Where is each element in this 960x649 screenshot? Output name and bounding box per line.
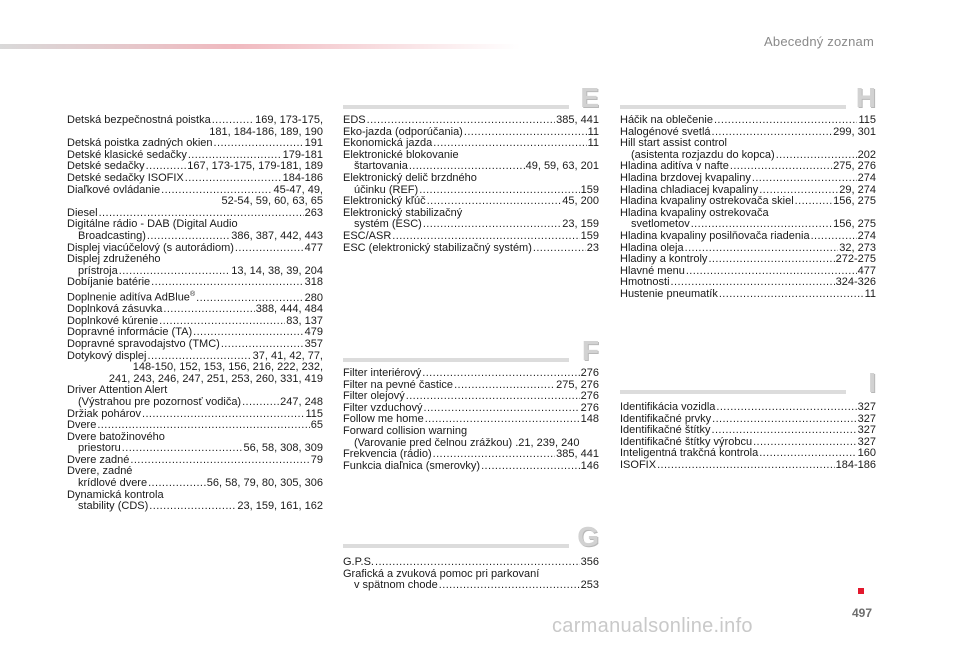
entry-pages: 83, 137 xyxy=(286,314,323,327)
entry-pages: 156, 275 xyxy=(833,218,876,231)
leader-dots xyxy=(148,478,206,490)
entry-term-text: Dobíjanie batérie xyxy=(67,276,151,289)
entry-pages: 159 xyxy=(580,183,599,196)
leader-dots xyxy=(163,304,254,316)
index-entry xyxy=(620,289,876,301)
entry-term-text: Hladina aditíva v nafte xyxy=(620,160,729,173)
entry-term-text: Hladina kvapaliny ostrekovača skiel xyxy=(620,195,794,208)
entry-term xyxy=(67,115,211,127)
entry-pages: 146 xyxy=(580,459,599,472)
heading-rule xyxy=(343,358,569,362)
entry-term-text: Hmotnosti xyxy=(620,276,670,289)
leader-dots xyxy=(439,580,580,592)
index-entry-line xyxy=(67,277,323,289)
entry-term-text: Detské klasické sedačky xyxy=(67,148,187,161)
entry-term-text: Doplnková zásuvka xyxy=(67,303,163,316)
entry-term-text: Halogénové svetlá xyxy=(620,125,711,138)
entry-term-text: Dopravné spravodajstvo (TMC) xyxy=(67,337,220,350)
section-title: Abecedný zoznam xyxy=(764,34,874,49)
index-entry xyxy=(67,432,323,455)
entry-term-text: Filter interiérový xyxy=(343,367,422,379)
entry-pages: 65 xyxy=(310,419,323,432)
index-entry xyxy=(343,208,599,231)
heading-rule xyxy=(343,105,569,109)
entry-pages: 275, 276 xyxy=(833,160,876,173)
entry-pages: 247, 248 xyxy=(280,395,323,408)
entry-term: Hill start assist control xyxy=(620,137,727,150)
entry-pages-continued: 181, 184-186, 189, 190 xyxy=(209,125,323,138)
entry-pages: 160 xyxy=(857,447,876,460)
entry-pages: 253 xyxy=(580,579,599,592)
entry-term-text: Displej viacúčelový (s autorádiom) xyxy=(67,241,234,254)
entry-term-text: Držiak pohárov xyxy=(67,407,141,420)
entry-pages: 327 xyxy=(857,435,876,448)
leader-dots xyxy=(423,403,579,415)
entry-term-text: Filter olejový xyxy=(343,390,405,403)
entry-pages: 11 xyxy=(864,287,876,300)
entry-term: Elektronické blokovanie xyxy=(343,148,459,161)
entry-term xyxy=(620,196,794,208)
entry-pages: 23, 159 xyxy=(562,218,599,231)
heading-rule xyxy=(343,544,569,548)
leader-dots xyxy=(533,243,586,255)
entry-term-text: Hladina chladiacej kvapaliny xyxy=(620,183,759,196)
entry-pages: 357 xyxy=(304,337,323,350)
leader-dots xyxy=(221,339,304,351)
index-entry xyxy=(67,115,323,138)
index-entry xyxy=(67,385,323,408)
entry-term-text: ESC (elektronický stabilizačný systém) xyxy=(343,241,532,254)
entry-term xyxy=(343,461,480,473)
leader-dots xyxy=(811,231,857,243)
entry-term-text: Inteligentná trakčná kontrola xyxy=(620,447,759,460)
entry-term-text: Follow me home xyxy=(343,413,424,426)
registered-mark: ® xyxy=(189,290,196,298)
entry-term xyxy=(343,196,426,208)
entry-term-text: Detské sedačky ISOFIX xyxy=(67,171,184,184)
entry-term-text: Filter na pevné častice xyxy=(343,378,454,391)
entry-term-text: ISOFIX xyxy=(620,458,657,471)
leader-dots xyxy=(464,127,587,139)
entry-term: Elektronický delič brzdného xyxy=(343,171,477,184)
entry-term: Displej združeného xyxy=(67,253,161,266)
entry-subterm: (asistenta rozjazdu do kopca) xyxy=(631,148,775,161)
index-section-h xyxy=(620,115,876,301)
leader-dots xyxy=(657,460,835,472)
letter-f: F xyxy=(581,335,599,366)
entry-pages: 299, 301 xyxy=(833,125,876,138)
index-entry xyxy=(67,409,323,421)
index-entry-line xyxy=(343,196,599,208)
letter-heading-f xyxy=(343,336,599,366)
leader-dots xyxy=(185,173,282,185)
entry-subterm: svetlometov xyxy=(631,218,690,231)
entry-term-text: Hlavné menu xyxy=(620,264,685,277)
entry-pages: 184-186 xyxy=(282,171,323,184)
entry-subterm: v spätnom chode xyxy=(354,579,438,592)
letter-e: E xyxy=(580,82,599,113)
leader-dots xyxy=(122,443,243,455)
index-entry xyxy=(620,208,876,231)
letter-heading-i xyxy=(620,368,876,398)
entry-subterm: účinku (REF) xyxy=(354,183,419,196)
letter-heading-h xyxy=(620,83,876,113)
entry-pages: 169, 173-175, xyxy=(255,114,323,126)
entry-pages: 275, 276 xyxy=(556,378,599,391)
entry-pages: 276 xyxy=(580,367,599,379)
entry-pages: 11 xyxy=(587,125,599,138)
entry-pages: 179-181 xyxy=(282,148,323,161)
entry-term-text: Dvere xyxy=(67,419,97,432)
index-section-g xyxy=(343,557,599,592)
index-entry xyxy=(343,150,599,173)
index-entry xyxy=(343,557,599,569)
entry-term-text: Hladiny a kontroly xyxy=(620,253,708,266)
entry-pages: 276 xyxy=(580,401,599,414)
leader-dots xyxy=(149,501,236,513)
entry-term-text: Hladina kvapaliny posilňovača riadenia xyxy=(620,229,810,242)
entry-term: Elektronický stabilizačný xyxy=(343,206,463,219)
entry-term-text: G.P.S. xyxy=(343,556,374,568)
entry-pages: 11 xyxy=(587,137,599,150)
entry-pages: 37, 41, 42, 77, xyxy=(252,349,323,362)
entry-pages: 202 xyxy=(857,148,876,161)
entry-term-text: Hladina brzdovej kvapaliny xyxy=(620,171,751,184)
entry-term: Hladina kvapaliny ostrekovača xyxy=(620,206,769,219)
entry-term xyxy=(343,243,532,255)
index-entry xyxy=(343,461,599,473)
entry-pages: 477 xyxy=(304,241,323,254)
entry-term-text: Dotykový displej xyxy=(67,349,147,362)
entry-pages-continued: 241, 243, 246, 247, 251, 253, 260, 331, 419 xyxy=(108,372,323,385)
leader-dots xyxy=(716,402,856,414)
leader-dots xyxy=(419,185,579,197)
entry-term xyxy=(67,420,96,432)
index-section-e xyxy=(343,115,599,254)
entry-pages: 327 xyxy=(857,412,876,425)
leader-dots xyxy=(712,127,833,139)
entry-pages: 318 xyxy=(304,276,323,289)
entry-term: Digitálne rádio - DAB (Digital Audio xyxy=(67,218,238,231)
index-entry xyxy=(343,196,599,208)
heading-rule xyxy=(620,105,846,109)
leader-dots xyxy=(427,196,562,208)
index-entry xyxy=(620,196,876,208)
entry-pages: 49, 59, 63, 201 xyxy=(525,160,599,173)
index-entry xyxy=(343,173,599,196)
index-entry-line xyxy=(67,115,323,127)
watermark: carmanualsonline.info xyxy=(552,615,753,637)
entry-pages: 263 xyxy=(304,206,323,219)
index-entry-line xyxy=(343,557,599,569)
index-entry-line xyxy=(343,243,599,255)
entry-term-text: Detská poistka zadných okien xyxy=(67,137,213,150)
entry-subterm: prístroja xyxy=(78,264,118,277)
entry-pages: 56, 58, 308, 309 xyxy=(243,442,323,455)
index-entry xyxy=(67,185,323,208)
entry-term xyxy=(67,185,160,197)
entry-term: Driver Attention Alert xyxy=(67,384,168,397)
entry-pages: 385, 441 xyxy=(556,114,599,126)
entry-term-text: Hladina oleja xyxy=(620,241,684,254)
entry-term: Dvere, zadné xyxy=(67,465,133,478)
index-entry-line xyxy=(620,289,876,301)
entry-pages: 29, 274 xyxy=(839,183,876,196)
index-entry xyxy=(67,420,323,432)
entry-pages: 272-275 xyxy=(835,253,876,266)
entry-pages: 13, 14, 38, 39, 204 xyxy=(231,264,323,277)
entry-pages: 167, 173-175, 179-181, 189 xyxy=(187,160,323,173)
entry-term-text: Detská bezpečnostná poistka xyxy=(67,114,211,126)
index-section-f xyxy=(343,368,599,472)
entry-term-text: Identifikačné štítky výrobcu xyxy=(620,435,753,448)
leader-dots xyxy=(212,115,254,127)
entry-term-text: Frekvencia (rádio) xyxy=(343,448,432,461)
leader-dots xyxy=(481,461,580,473)
index-entry xyxy=(67,289,323,304)
entry-pages: 156, 275 xyxy=(833,195,876,208)
index-entry xyxy=(67,219,323,242)
entry-pages: 276 xyxy=(580,390,599,403)
letter-heading-g xyxy=(343,522,599,552)
entry-term xyxy=(620,460,656,472)
header-decor-bar xyxy=(0,44,520,49)
entry-pages: 115 xyxy=(858,114,876,126)
entry-term-text: Dvere zadné xyxy=(67,453,130,466)
entry-pages-continued: 52-54, 59, 60, 63, 65 xyxy=(221,195,323,208)
entry-term xyxy=(67,289,195,304)
entry-pages: 45-47, 49, xyxy=(273,183,323,196)
index-section-i xyxy=(620,402,876,472)
entry-pages: 386, 387, 442, 443 xyxy=(231,229,323,242)
entry-term-text: Diaľkové ovládanie xyxy=(67,183,161,196)
entry-subterm: (Varovanie pred čelnou zrážkou) .21, 239, 240 xyxy=(354,436,580,449)
index-entry-line xyxy=(343,461,599,473)
index-entry xyxy=(343,569,599,592)
entry-pages: 324-326 xyxy=(835,276,876,289)
entry-term xyxy=(343,557,374,569)
entry-pages: 159 xyxy=(580,229,599,242)
leader-dots xyxy=(719,289,864,301)
entry-term-text: Identifikačné štítky xyxy=(620,424,711,437)
leader-dots xyxy=(97,420,309,432)
entry-subterm: stability (CDS) xyxy=(78,500,149,513)
index-entry-line xyxy=(67,420,323,432)
index-entry-line xyxy=(620,196,876,208)
index-entry xyxy=(67,490,323,513)
entry-term: Forward collision warning xyxy=(343,424,468,437)
index-entry-line xyxy=(67,478,323,490)
index-entry xyxy=(343,426,599,449)
letter-g: G xyxy=(577,521,599,552)
entry-term-text: Dopravné informácie (TA) xyxy=(67,326,193,339)
entry-term: Dynamická kontrola xyxy=(67,488,164,501)
leader-dots xyxy=(235,243,304,255)
entry-term-text: Filter vzduchový xyxy=(343,401,423,414)
index-entry-line xyxy=(620,460,876,472)
entry-pages: 45, 200 xyxy=(562,195,599,208)
entry-pages: 280 xyxy=(304,291,323,304)
entry-term: Grafická a zvuková pomoc pri parkovaní xyxy=(343,567,540,580)
entry-pages: 327 xyxy=(857,424,876,437)
entry-term-text: Doplnenie aditíva AdBlue xyxy=(67,291,190,304)
entry-pages: 388, 444, 484 xyxy=(255,303,323,316)
entry-term-text: Funkcia diaľnica (smerovky) xyxy=(343,459,481,472)
index-entry-line xyxy=(67,501,323,513)
leader-dots xyxy=(406,391,580,403)
page-number: 497 xyxy=(851,606,872,620)
entry-term-text: Eko-jazda (odporúčania) xyxy=(343,125,463,138)
index-entry-line xyxy=(67,289,323,304)
entry-pages: 23, 159, 161, 162 xyxy=(237,500,323,513)
entry-term-text: Elektronický kľúč xyxy=(343,195,426,208)
leader-dots xyxy=(685,243,839,255)
entry-pages-continued: 148-150, 152, 153, 156, 216, 222, 232, xyxy=(132,361,323,374)
entry-pages: 148 xyxy=(580,413,599,426)
entry-pages: 385, 441 xyxy=(556,448,599,461)
entry-term xyxy=(620,289,718,301)
leader-dots xyxy=(753,437,857,449)
leader-dots xyxy=(454,380,555,392)
entry-pages: 32, 273 xyxy=(839,241,876,254)
entry-pages: 274 xyxy=(857,171,876,184)
index-column-d xyxy=(67,115,323,513)
entry-term-text: EDS xyxy=(343,114,366,126)
entry-pages: 79 xyxy=(310,453,323,466)
letter-i: I xyxy=(868,367,876,398)
entry-subterm: systém (ESC) xyxy=(354,218,422,231)
entry-term-text: Diesel xyxy=(67,206,98,219)
entry-subterm: Broadcasting) xyxy=(78,229,146,242)
index-entry xyxy=(67,351,323,386)
leader-dots xyxy=(130,455,309,467)
entry-term-text: Identifikácia vozidla xyxy=(620,401,716,413)
entry-pages: 184-186 xyxy=(835,458,876,471)
entry-pages: 356 xyxy=(580,556,599,568)
entry-term-text: ESC/ASR xyxy=(343,229,392,242)
leader-dots xyxy=(142,409,304,421)
entry-term-text: Hustenie pneumatík xyxy=(620,287,718,300)
entry-pages: 115 xyxy=(305,407,323,420)
entry-term-text: Detské sedačky xyxy=(67,160,145,173)
leader-dots xyxy=(795,196,833,208)
entry-pages: 191 xyxy=(304,137,323,150)
entry-pages: 23 xyxy=(586,241,599,254)
letter-h: H xyxy=(855,82,876,113)
entry-term-text: Doplnkové kúrenie xyxy=(67,314,159,327)
index-entry-line xyxy=(343,580,599,592)
entry-pages: 56, 58, 79, 80, 305, 306 xyxy=(206,477,323,490)
index-entry xyxy=(67,254,323,277)
entry-subterm: krídlové dvere xyxy=(78,477,148,490)
entry-term-text: Identifikačné prvky xyxy=(620,412,712,425)
leader-dots xyxy=(752,173,857,185)
leader-dots xyxy=(423,219,561,231)
leader-dots xyxy=(242,397,279,409)
index-entry-line xyxy=(67,409,323,421)
leader-dots xyxy=(712,414,857,426)
heading-rule xyxy=(620,390,846,394)
entry-pages: 327 xyxy=(857,401,876,413)
entry-pages: 479 xyxy=(304,326,323,339)
leader-dots xyxy=(151,277,303,289)
entry-term-text: Háčik na oblečenie xyxy=(620,114,713,126)
index-entry xyxy=(67,466,323,489)
entry-term: Dvere batožinového xyxy=(67,430,165,443)
entry-subterm: (Výstrahou pre pozornosť vodiča) xyxy=(78,395,242,408)
leader-dots xyxy=(714,115,858,127)
leader-dots xyxy=(375,557,580,569)
index-entry xyxy=(620,138,876,161)
page-marker xyxy=(858,588,864,594)
index-entry xyxy=(343,243,599,255)
leader-dots xyxy=(708,254,834,266)
entry-subterm: štartovania xyxy=(354,160,408,173)
entry-pages: 274 xyxy=(857,229,876,242)
index-entry xyxy=(620,460,876,472)
entry-term-text: Ekonomická jazda xyxy=(343,137,433,150)
letter-heading-e xyxy=(343,83,599,113)
entry-term xyxy=(67,277,150,289)
entry-pages: 477 xyxy=(857,264,876,277)
index-entry xyxy=(67,277,323,289)
leader-dots xyxy=(686,266,857,278)
entry-subterm: priestoru xyxy=(78,442,121,455)
